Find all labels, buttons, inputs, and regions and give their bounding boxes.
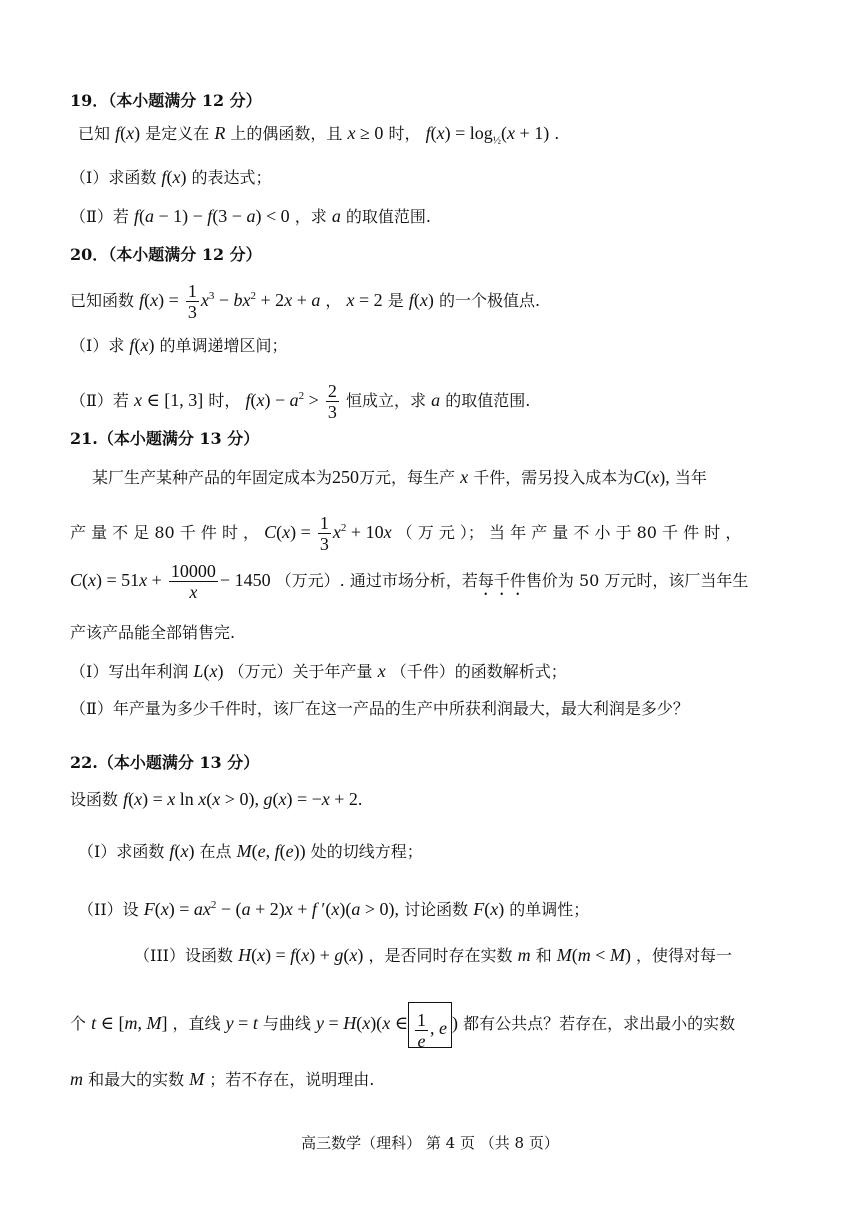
page-footer: 高三数学（理科） 第 4 页 （共 8 页） bbox=[301, 1134, 559, 1152]
q19-part1: （Ⅰ）求函数 f(x) 的表达式； bbox=[70, 167, 272, 187]
q20-stem: 已知函数 f(x) = $\frac{1}{3}$ $x^3 - bx^2 + 2x + a$ ， x = 2 是 f(x) 的一个极值点. bbox=[70, 281, 541, 322]
q19-stem: 已知 f(x) 是定义在 R 上的偶函数，且 x ≥ 0 时， $f(x) = \log_{\frac{1}{2}}(x + 1)$ . bbox=[78, 123, 560, 147]
q20-header: 20．（本小题满分 12 分） bbox=[70, 245, 262, 264]
q22-part1: （I）求函数 f(x) 在点 M(e, f(e)) 处的切线方程； bbox=[78, 841, 423, 861]
q22-header: 22.（本小题满分 13 分） bbox=[70, 753, 260, 772]
q21-line2: 产 量 不 足 80 千 件 时 ， C(x) = $\frac{1}{3}$ $x^2 + 10x$ （ 万 元 ）； 当 年 产 量 不 小 于 80 千 件 时 ， bbox=[70, 513, 742, 554]
q22-part2: （II）设 $F(x) = ax^2 - (a + 2)x + f$ ′(x)(a > 0), 讨论函数 F(x) 的单调性； bbox=[78, 899, 590, 919]
q21-line4: 产该产品能全部销售完. bbox=[70, 623, 236, 642]
q22-part3: （III）设函数 H(x) = f(x) + g(x) ，是否同时存在实数 m 和 M(m < M) ，使得对每一 bbox=[134, 945, 733, 965]
q22-stem: 设函数 f(x) = x ln x(x > 0), g(x) = −x + 2. bbox=[70, 789, 363, 809]
q21-header: 21.（本小题满分 13 分） bbox=[70, 429, 260, 448]
q19-header: 19．（本小题满分 12 分） bbox=[70, 91, 262, 110]
q19-part2: （Ⅱ）若 f(a − 1) − f(3 − a) < 0 ，求 a 的取值范围. bbox=[70, 206, 432, 226]
q22-line5: m 和最大的实数 M ；若不存在，说明理由. bbox=[70, 1069, 375, 1089]
q21-line3: C(x) = 51x + $\frac{10000}{x}$ − 1450 （万元）. 通过市场分析，若每千件售价为 50 万元时，该厂当年生 bbox=[70, 561, 749, 602]
q21-line1: 某厂生产某种产品的年固定成本为250万元，每生产 x 千件，需另投入成本为C(x), 当年 bbox=[92, 467, 707, 487]
q21-part1: （Ⅰ）写出年利润 L(x) （万元）关于年产量 x （千件）的函数解析式； bbox=[70, 661, 567, 681]
q20-part1: （Ⅰ）求 f(x) 的单调递增区间； bbox=[70, 335, 288, 355]
q20-part2: （Ⅱ）若 x ∈ [1, 3] 时， $f(x) - a^2$ > $\frac{2}{3}$ 恒成立，求 a 的取值范围. bbox=[70, 381, 531, 422]
q21-part2: （Ⅱ）年产量为多少千件时，该厂在这一产品的生产中所获利润最大，最大利润是多少？ bbox=[70, 699, 689, 718]
q22-line4: 个 t ∈ [m, M] ，直线 y = t 与曲线 y = H(x)(x ∈ $\frac{1}{e}$ , e ) 都有公共点？若存在，求出最小的实数 bbox=[70, 998, 735, 1049]
